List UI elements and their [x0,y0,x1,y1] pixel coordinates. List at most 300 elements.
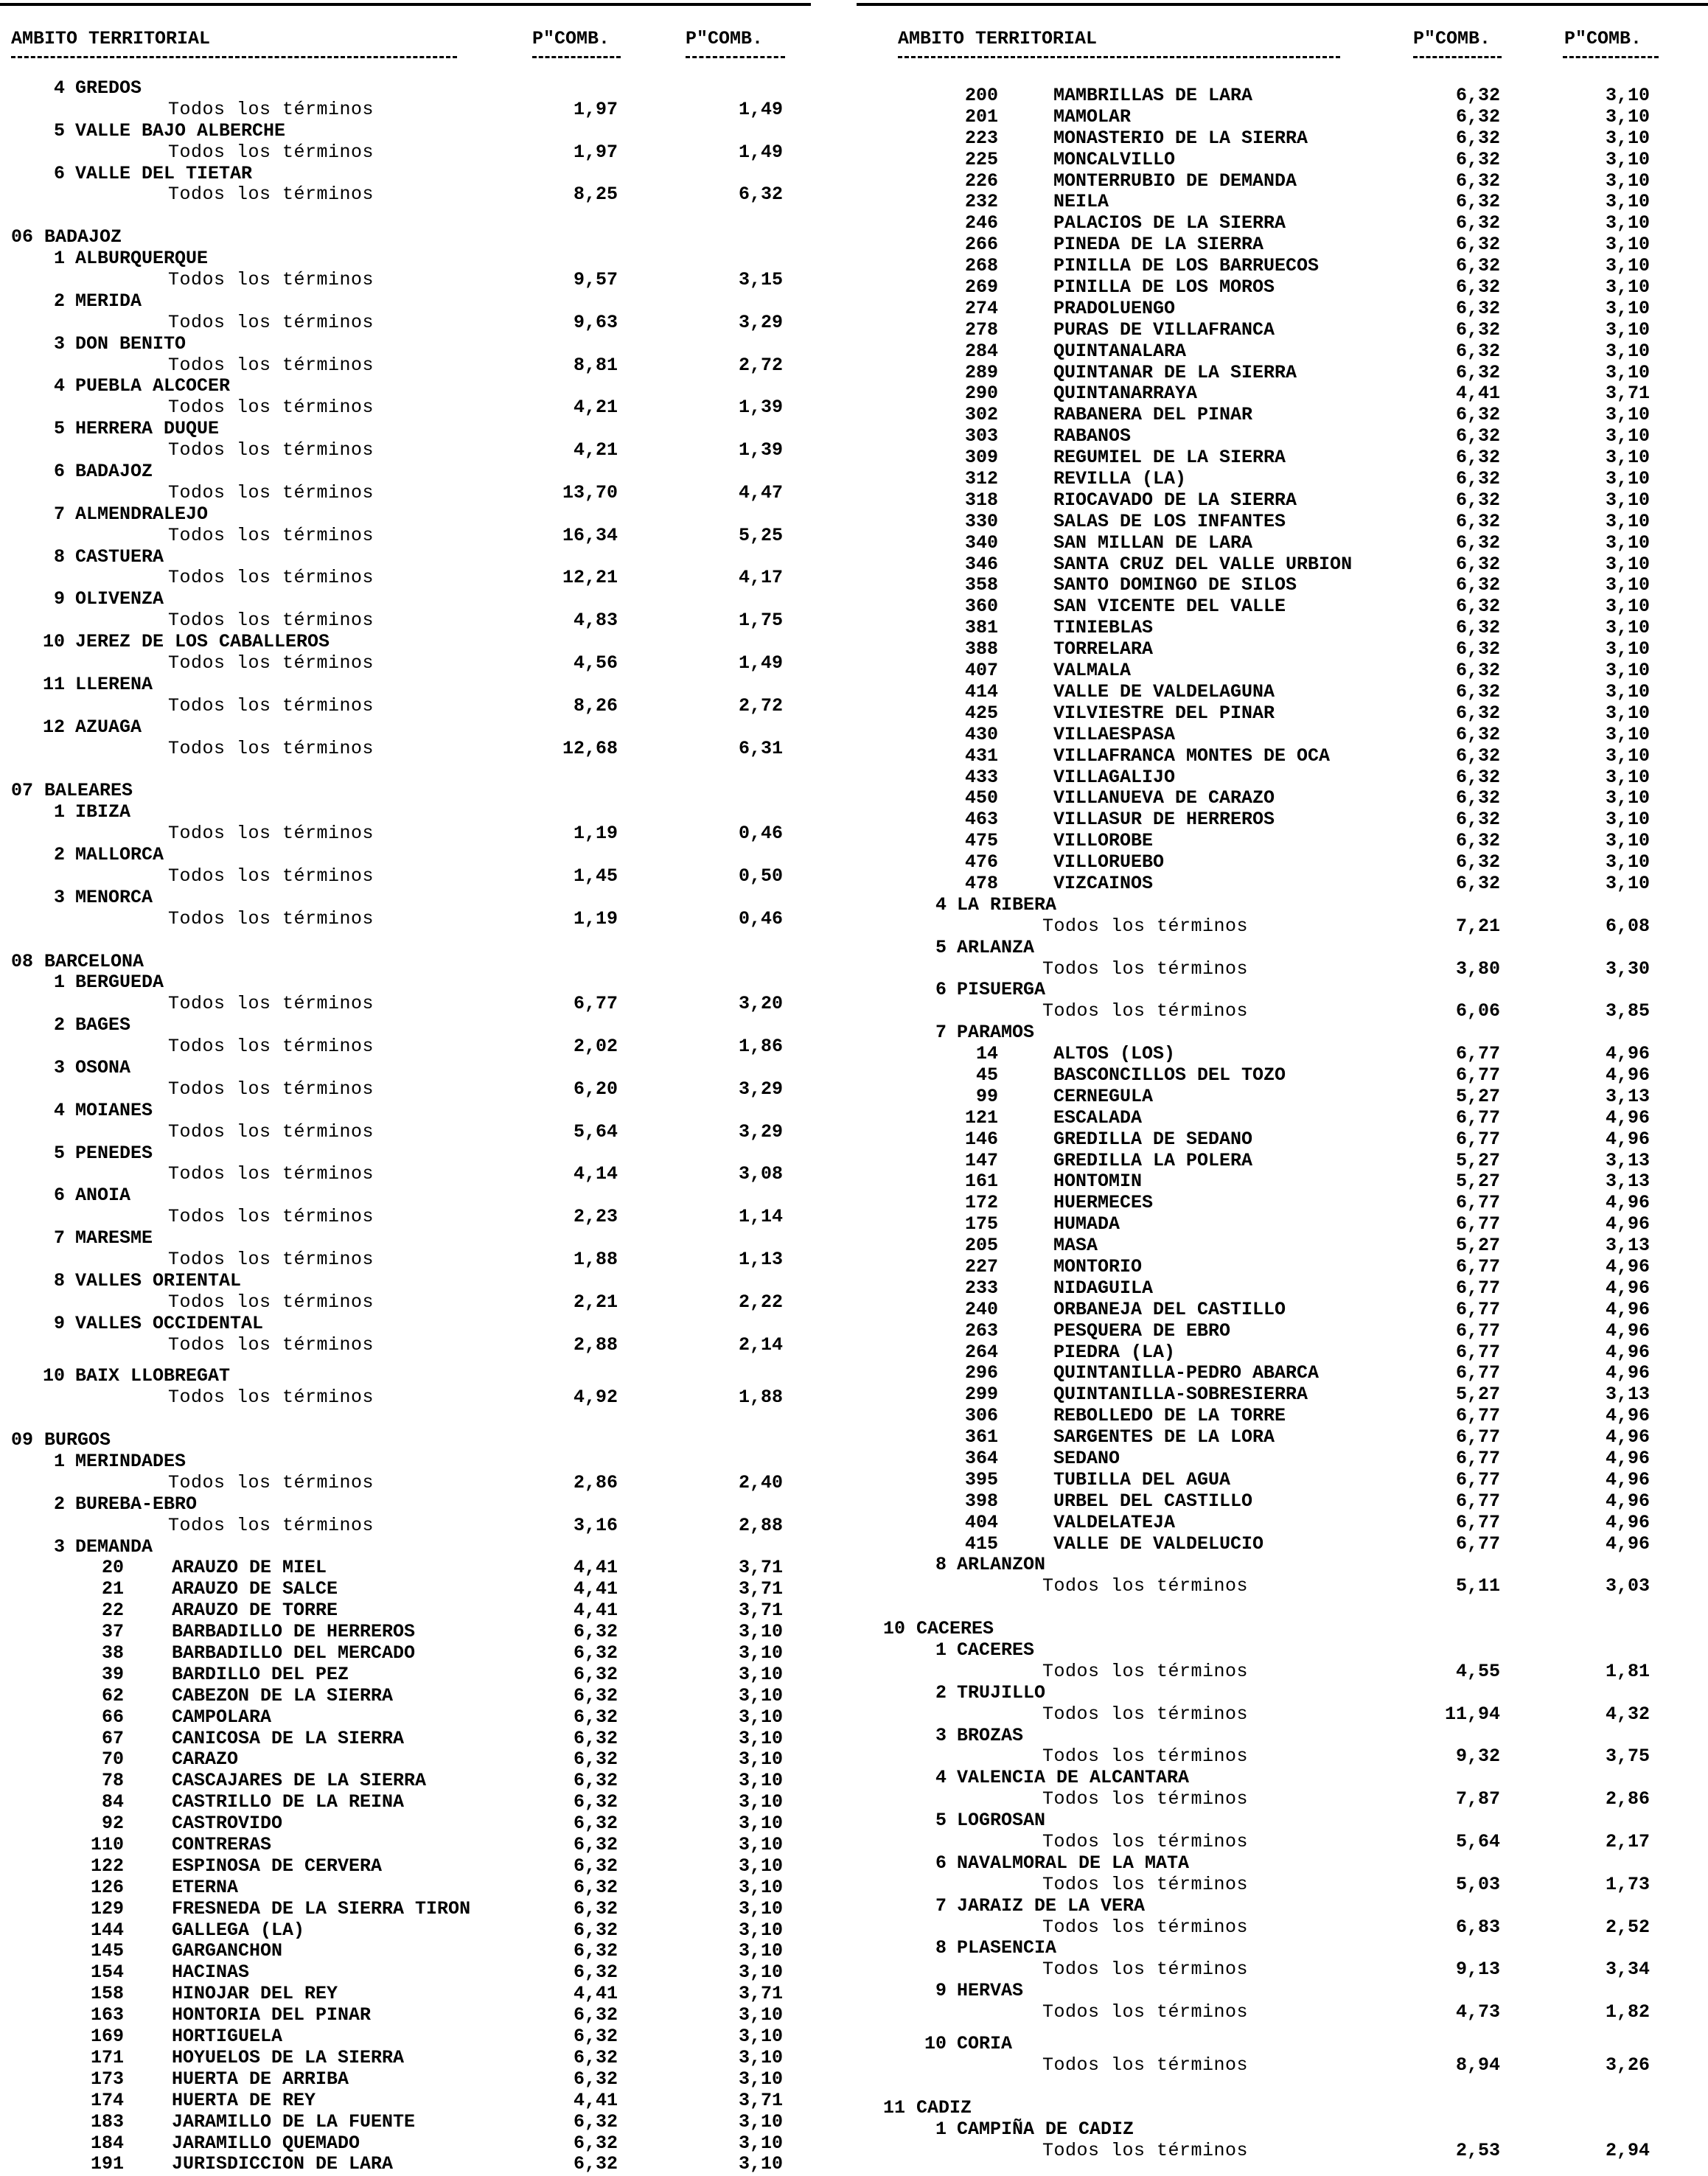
comarca-code: 1 [935,2118,947,2140]
value-pcomb-1: 6,77 [1455,1468,1500,1490]
municipality-code: 450 [964,787,998,809]
value-pcomb-2: 4,96 [1605,1043,1650,1065]
value-pcomb-2: 3,13 [1605,1171,1650,1193]
comarca-name: OSONA [75,1056,131,1078]
comarca-code: 10 [42,1365,65,1387]
row-label: Todos los términos [168,865,374,887]
comarca-heading [0,164,811,185]
right-column [857,0,1708,2176]
municipality-name: HACINAS [172,1961,250,1984]
comarca-code: 10 [924,2033,947,2055]
value-pcomb-2: 4,96 [1605,1511,1650,1533]
table-row [0,2090,811,2112]
value-pcomb-2: 1,49 [738,652,783,674]
table-row [0,1835,811,1856]
table-row [857,703,1667,725]
comarca-code: 4 [53,1099,65,1121]
municipality-name: RABANOS [1053,425,1132,447]
comarca-name: BAGES [75,1014,131,1036]
table-row [857,596,1667,618]
value-pcomb-2: 3,10 [1605,318,1650,341]
municipality-code: 78 [101,1770,124,1792]
value-pcomb-2: 0,46 [738,907,783,930]
table-row [0,1771,811,1792]
comarca-heading [0,1271,811,1292]
value-pcomb-1: 6,77 [1455,1362,1500,1384]
value-pcomb-2: 3,10 [1605,638,1650,660]
comarca-code: 4 [935,1767,947,1789]
value-pcomb-2: 3,10 [1605,425,1650,447]
value-pcomb-2: 5,25 [738,524,783,546]
value-pcomb-1: 6,77 [1455,1511,1500,1533]
table-row [0,610,811,632]
table-row [0,1877,811,1899]
table-row [0,2005,811,2026]
value-pcomb-1: 9,13 [1455,1959,1500,1981]
value-pcomb-1: 4,41 [573,1600,618,1622]
municipality-code: 38 [101,1642,124,1664]
comarca-code: 8 [935,1937,947,1959]
value-pcomb-1: 6,32 [573,2046,618,2068]
value-pcomb-2: 2,17 [1605,1831,1650,1853]
table-row [0,1792,811,1813]
comarca-heading [0,248,811,270]
value-pcomb-1: 6,32 [573,1876,618,1898]
value-pcomb-2: 3,10 [1605,468,1650,490]
comarca-code: 1 [935,1639,947,1661]
table-row [0,1729,811,1750]
value-pcomb-2: 3,10 [738,1706,783,1728]
municipality-name: PINILLA DE LOS BARRUECOS [1053,255,1320,277]
municipality-code: 263 [964,1319,998,1342]
value-pcomb-1: 6,32 [573,1727,618,1749]
table-row [857,2055,1667,2076]
comarca-name: PLASENCIA [957,1937,1057,1959]
value-pcomb-2: 3,10 [1605,830,1650,852]
row-label: Todos los términos [168,1206,374,1228]
value-pcomb-1: 6,32 [573,1834,618,1856]
value-pcomb-2: 1,81 [1605,1660,1650,1682]
municipality-name: CABEZON DE LA SIERRA [172,1684,394,1706]
municipality-code: 388 [964,638,998,660]
comarca-heading [0,1101,811,1122]
value-pcomb-2: 3,10 [1605,809,1650,831]
municipality-name: SEDANO [1053,1448,1120,1469]
municipality-name: VILVIESTRE DEL PINAR [1053,702,1275,724]
municipality-name: ARAUZO DE TORRE [172,1600,338,1622]
municipality-code: 430 [964,723,998,745]
table-row [857,1214,1667,1235]
province-name: 08 BARCELONA [11,950,144,972]
municipality-name: MONTORIO [1053,1255,1143,1277]
table-row [857,1470,1667,1491]
table-row [857,256,1667,277]
value-pcomb-2: 3,10 [1605,404,1650,426]
comarca-name: PUEBLA ALCOCER [75,375,231,397]
comarca-heading [857,1938,1667,1959]
row-label: Todos los términos [1042,1746,1249,1768]
comarca-name: CACERES [957,1639,1035,1661]
row-label: Todos los términos [168,311,374,333]
municipality-code: 154 [90,1961,124,1984]
value-pcomb-1: 2,53 [1455,2139,1500,2161]
value-pcomb-2: 3,10 [1605,170,1650,192]
municipality-name: PINEDA DE LA SIERRA [1053,234,1264,256]
value-pcomb-2: 3,10 [1605,872,1650,894]
comarca-heading [0,589,811,610]
table-row [857,682,1667,703]
table-row [857,725,1667,746]
value-pcomb-1: 6,32 [1455,191,1500,213]
value-pcomb-1: 6,32 [573,1897,618,1919]
value-pcomb-2: 2,72 [738,694,783,716]
table-row [857,234,1667,256]
row-label: Todos los términos [168,98,374,120]
comarca-heading [857,1555,1667,1576]
comarca-name: VALLES OCCIDENTAL [75,1312,264,1334]
value-pcomb-2: 3,71 [738,1557,783,1579]
municipality-code: 306 [964,1405,998,1427]
comarca-code: 2 [53,290,65,312]
value-pcomb-2: 3,10 [1605,276,1650,299]
table-row [857,1746,1667,1768]
municipality-name: QUINTANALARA [1053,340,1187,362]
comarca-code: 10 [42,631,65,653]
comarca-heading [0,334,811,355]
spacer [0,930,811,952]
value-pcomb-2: 0,46 [738,823,783,845]
header-divider [532,56,621,58]
value-pcomb-2: 3,71 [1605,383,1650,405]
table-row [0,1335,811,1356]
spacer [857,2076,1667,2098]
municipality-code: 340 [964,531,998,554]
table-row [0,1707,811,1729]
value-pcomb-1: 4,41 [573,2089,618,2111]
municipality-code: 346 [964,553,998,575]
value-pcomb-2: 1,49 [738,98,783,120]
value-pcomb-2: 3,71 [738,2089,783,2111]
table-row [0,1122,811,1143]
comarca-heading [857,1896,1667,1917]
row-label: Todos los términos [168,141,374,163]
top-rule [857,3,1708,6]
municipality-code: 226 [964,170,998,192]
row-label: Todos los términos [168,652,374,674]
comarca-heading [0,802,811,823]
value-pcomb-2: 3,10 [1605,766,1650,788]
table-row [857,383,1667,405]
value-pcomb-2: 3,34 [1605,1959,1650,1981]
municipality-name: VALLE DE VALDELAGUNA [1053,680,1275,702]
value-pcomb-2: 3,10 [1605,297,1650,319]
table-row [857,1065,1667,1087]
value-pcomb-1: 6,77 [1455,1490,1500,1512]
value-pcomb-2: 3,13 [1605,1149,1650,1171]
municipality-code: 122 [90,1855,124,1877]
value-pcomb-1: 6,77 [1455,1319,1500,1342]
comarca-heading [0,547,811,568]
value-pcomb-1: 6,32 [1455,148,1500,170]
municipality-code: 174 [90,2089,124,2111]
municipality-code: 274 [964,297,998,319]
comarca-code: 1 [53,801,65,823]
value-pcomb-1: 6,32 [1455,596,1500,618]
comarca-code: 5 [53,1142,65,1164]
municipality-code: 163 [90,2004,124,2026]
municipality-code: 404 [964,1511,998,1533]
value-pcomb-1: 6,77 [1455,1448,1500,1469]
row-label: Todos los términos [168,993,374,1015]
comarca-heading [0,461,811,483]
comarca-name: PARAMOS [957,1022,1035,1044]
value-pcomb-1: 6,06 [1455,1000,1500,1022]
municipality-code: 425 [964,702,998,724]
table-row [0,1036,811,1058]
municipality-name: BARBADILLO DEL MERCADO [172,1642,416,1664]
table-row [857,916,1667,938]
table-row [0,142,811,164]
value-pcomb-1: 4,14 [573,1163,618,1185]
value-pcomb-1: 1,97 [573,141,618,163]
municipality-name: ALTOS (LOS) [1053,1043,1176,1065]
municipality-name: MAMOLAR [1053,105,1132,128]
value-pcomb-2: 4,96 [1605,1341,1650,1363]
value-pcomb-1: 2,23 [573,1206,618,1228]
municipality-code: 146 [964,1128,998,1150]
comarca-name: VALENCIA DE ALCANTARA [957,1767,1190,1789]
comarca-code: 7 [935,1894,947,1917]
municipality-name: SARGENTES DE LA LORA [1053,1426,1275,1448]
value-pcomb-2: 3,10 [738,1919,783,1941]
table-row [0,1600,811,1622]
header-ambito: AMBITO TERRITORIAL [898,28,1098,49]
value-pcomb-2: 0,50 [738,865,783,887]
value-pcomb-2: 1,14 [738,1206,783,1228]
value-pcomb-1: 5,64 [1455,1831,1500,1853]
value-pcomb-1: 6,77 [1455,1064,1500,1086]
value-pcomb-2: 2,22 [738,1291,783,1313]
comarca-heading [0,674,811,696]
table-row [857,1959,1667,1981]
value-pcomb-2: 3,10 [738,1813,783,1835]
municipality-code: 264 [964,1341,998,1363]
left-column [0,0,811,2176]
value-pcomb-2: 3,13 [1605,1085,1650,1107]
value-pcomb-2: 3,10 [1605,744,1650,767]
value-pcomb-1: 6,77 [1455,1128,1500,1150]
value-pcomb-1: 6,32 [1455,297,1500,319]
municipality-name: HORTIGUELA [172,2026,283,2048]
value-pcomb-2: 1,88 [738,1387,783,1409]
table-row [857,447,1667,469]
table-row [857,1001,1667,1022]
comarca-code: 1 [53,248,65,270]
municipality-name: SAN VICENTE DEL VALLE [1053,596,1286,618]
table-row [0,397,811,419]
table-row [857,767,1667,789]
comarca-name: JARAIZ DE LA VERA [957,1894,1146,1917]
municipality-code: 169 [90,2026,124,2048]
value-pcomb-2: 3,29 [738,1120,783,1143]
value-pcomb-2: 3,10 [738,1940,783,1962]
municipality-name: REBOLLEDO DE LA TORRE [1053,1405,1286,1427]
value-pcomb-1: 6,32 [573,1770,618,1792]
municipality-name: VILLORUEBO [1053,851,1165,873]
table-row [857,1278,1667,1300]
municipality-name: HONTORIA DEL PINAR [172,2004,372,2026]
value-pcomb-1: 4,21 [573,439,618,461]
municipality-name: SANTA CRUZ DEL VALLE URBION [1053,553,1353,575]
municipality-code: 67 [101,1727,124,1749]
value-pcomb-2: 3,10 [738,1770,783,1792]
comarca-name: PENEDES [75,1142,153,1164]
value-pcomb-1: 6,32 [1455,574,1500,596]
municipality-name: VILLAESPASA [1053,723,1176,745]
comarca-name: MALLORCA [75,844,164,866]
value-pcomb-1: 6,32 [573,2132,618,2154]
municipality-name: PINILLA DE LOS MOROS [1053,276,1275,299]
comarca-heading [857,980,1667,1001]
value-pcomb-2: 4,32 [1605,1703,1650,1725]
row-label: Todos los términos [168,610,374,632]
value-pcomb-2: 3,71 [738,1578,783,1600]
value-pcomb-2: 4,17 [738,567,783,589]
comarca-heading [857,2034,1667,2055]
value-pcomb-1: 6,32 [573,1642,618,1664]
value-pcomb-2: 3,10 [1605,255,1650,277]
value-pcomb-1: 5,27 [1455,1235,1500,1257]
table-row [857,1534,1667,1555]
value-pcomb-2: 3,10 [1605,723,1650,745]
municipality-code: 240 [964,1298,998,1320]
table-row [0,440,811,461]
value-pcomb-1: 5,27 [1455,1149,1500,1171]
municipality-name: TORRELARA [1053,638,1154,660]
value-pcomb-2: 3,10 [1605,553,1650,575]
municipality-code: 126 [90,1876,124,1898]
value-pcomb-2: 3,10 [1605,212,1650,234]
row-label: Todos los términos [168,1078,374,1100]
header-pcomb-2: P"COMB. [1564,28,1642,49]
municipality-name: JARAMILLO DE LA FUENTE [172,2110,416,2133]
value-pcomb-1: 6,32 [1455,680,1500,702]
comarca-heading [0,1537,811,1558]
municipality-name: PURAS DE VILLAFRANCA [1053,318,1275,341]
header-ambito: AMBITO TERRITORIAL [11,28,211,49]
comarca-name: DON BENITO [75,332,187,355]
table-row [857,809,1667,831]
value-pcomb-1: 9,63 [573,311,618,333]
row-label: Todos los términos [168,184,374,206]
table-row [857,320,1667,341]
value-pcomb-2: 4,96 [1605,1362,1650,1384]
value-pcomb-1: 6,32 [1455,766,1500,788]
municipality-code: 414 [964,680,998,702]
municipality-name: ORBANEJA DEL CASTILLO [1053,1298,1286,1320]
municipality-code: 110 [90,1834,124,1856]
table-row [857,1193,1667,1214]
table-body [0,78,811,2175]
comarca-name: NAVALMORAL DE LA MATA [957,1852,1190,1874]
municipality-name: VILLAGALIJO [1053,766,1176,788]
municipality-code: 20 [101,1557,124,1579]
municipality-name: PESQUERA DE EBRO [1053,1319,1231,1342]
value-pcomb-1: 3,80 [1455,958,1500,980]
value-pcomb-2: 4,96 [1605,1277,1650,1299]
value-pcomb-2: 1,39 [738,397,783,419]
comarca-code: 8 [935,1554,947,1576]
comarca-heading [0,888,811,909]
value-pcomb-2: 4,47 [738,481,783,503]
row-label: Todos los términos [1042,1916,1249,1938]
table-row [857,1171,1667,1193]
table-row [857,873,1667,895]
row-label: Todos los términos [168,524,374,546]
comarca-code: 5 [53,418,65,440]
value-pcomb-1: 4,41 [1455,383,1500,405]
municipality-name: PIEDRA (LA) [1053,1341,1176,1363]
spacer [0,760,811,781]
table-row [857,1129,1667,1151]
comarca-name: CASTUERA [75,545,164,568]
value-pcomb-2: 3,03 [1605,1575,1650,1597]
comarca-name: ALMENDRALEJO [75,503,209,525]
value-pcomb-1: 2,88 [573,1333,618,1356]
municipality-name: JURISDICCION DE LARA [172,2153,394,2175]
municipality-name: SALAS DE LOS INFANTES [1053,510,1286,532]
province-heading [857,2098,1667,2119]
value-pcomb-1: 6,32 [1455,468,1500,490]
table-row [0,1962,811,1984]
value-pcomb-1: 6,32 [1455,723,1500,745]
municipality-name: NIDAGUILA [1053,1277,1154,1299]
comarca-code: 4 [53,375,65,397]
municipality-name: TUBILLA DEL AGUA [1053,1468,1231,1490]
table-row [857,554,1667,576]
comarca-name: MERINDADES [75,1451,187,1472]
municipality-name: GREDILLA DE SEDANO [1053,1128,1253,1150]
table-row [0,1984,811,2005]
table-row [857,1151,1667,1172]
comarca-heading [857,1810,1667,1832]
value-pcomb-2: 1,86 [738,1036,783,1058]
province-heading [0,1430,811,1451]
table-row [857,171,1667,192]
municipality-name: VALDELATEJA [1053,1511,1176,1533]
value-pcomb-2: 3,10 [1605,702,1650,724]
value-pcomb-2: 2,52 [1605,1916,1650,1938]
value-pcomb-2: 4,96 [1605,1192,1650,1214]
municipality-code: 268 [964,255,998,277]
municipality-code: 395 [964,1468,998,1490]
table-row [857,1491,1667,1513]
comarca-heading [857,1981,1667,2002]
value-pcomb-2: 4,96 [1605,1106,1650,1129]
municipality-code: 299 [964,1384,998,1406]
value-pcomb-2: 3,10 [738,2026,783,2048]
value-pcomb-1: 12,21 [562,567,618,589]
value-pcomb-1: 4,92 [573,1387,618,1409]
comarca-heading [0,845,811,866]
row-label: Todos los términos [1042,958,1249,980]
comarca-code: 8 [53,545,65,568]
municipality-name: VILLASUR DE HERREROS [1053,809,1275,831]
value-pcomb-1: 6,32 [573,1621,618,1643]
municipality-code: 14 [975,1043,998,1065]
municipality-code: 84 [101,1791,124,1813]
comarca-name: LA RIBERA [957,893,1057,916]
